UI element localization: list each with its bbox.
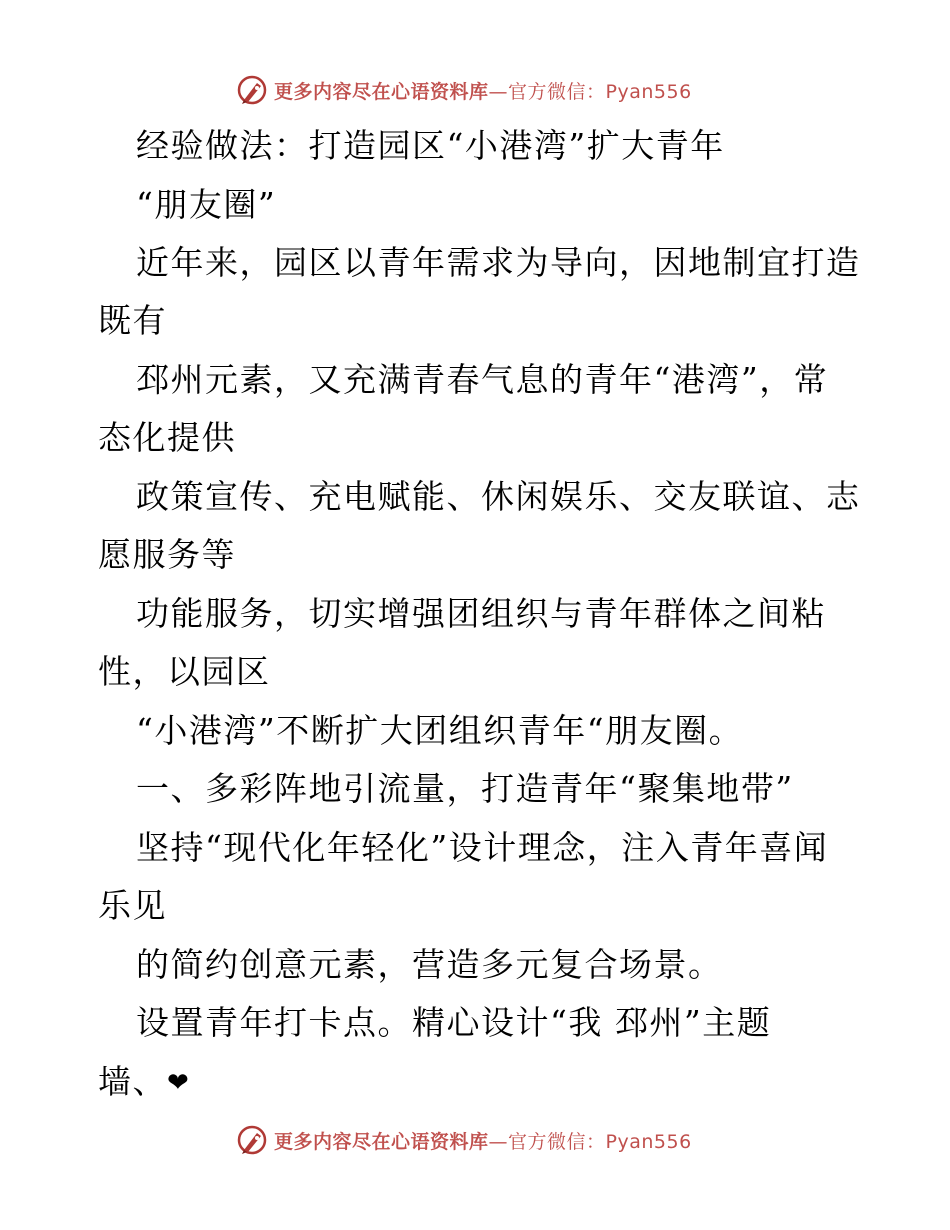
header-promo-wechat: 官方微信：Pyan556	[508, 80, 692, 103]
doc-paragraph-line: 乐见	[98, 886, 167, 925]
doc-title-line-1: 经验做法：打造园区“小港湾”扩大青年	[136, 126, 725, 165]
doc-paragraph-line: 既有	[98, 301, 167, 340]
pen-logo-icon	[236, 1124, 268, 1156]
doc-title-line-2: “朋友圈”	[136, 185, 277, 224]
doc-paragraph-line: 性，以园区	[98, 652, 271, 691]
doc-paragraph-line: 坚持“现代化年轻化”设计理念，注入青年喜闻	[136, 828, 829, 867]
doc-paragraph-line: 政策宣传、充电赋能、休闲娱乐、交友联谊、志	[136, 477, 861, 516]
heart-icon: ❤	[167, 1068, 191, 1098]
doc-paragraph-line: “小港湾”不断扩大团组织青年“朋友圈。	[136, 711, 744, 750]
doc-paragraph-line: 愿服务等	[98, 535, 236, 574]
header-promo-banner	[236, 73, 692, 107]
pen-logo-icon	[236, 74, 268, 106]
footer-promo-main: 更多内容尽在心语资料库	[274, 1130, 489, 1153]
doc-paragraph-line: 的简约创意元素，营造多元复合场景。	[136, 945, 723, 984]
footer-promo-sep: —	[488, 1130, 509, 1153]
doc-section-heading: 一、多彩阵地引流量，打造青年“聚集地带”	[136, 769, 794, 808]
footer-promo-wechat: 官方微信：Pyan556	[508, 1130, 692, 1153]
doc-paragraph-line: 功能服务，切实增强团组织与青年群体之间粘	[136, 594, 826, 633]
footer-promo-banner	[236, 1123, 692, 1157]
header-promo-text	[274, 77, 692, 104]
footer-promo-text	[274, 1127, 692, 1154]
header-promo-sep: —	[488, 80, 509, 103]
doc-paragraph-line: 邳州元素，又充满青春气息的青年“港湾”，常	[136, 360, 829, 399]
doc-paragraph-line-last	[98, 1062, 190, 1103]
header-promo-main: 更多内容尽在心语资料库	[274, 80, 489, 103]
doc-paragraph-line: 态化提供	[98, 418, 236, 457]
doc-paragraph-line: 近年来，园区以青年需求为导向，因地制宜打造	[136, 243, 861, 282]
doc-paragraph-line: 设置青年打卡点。精心设计“我 邳州”主题	[136, 1003, 772, 1042]
doc-last-line-text: 墙、	[98, 1062, 167, 1101]
